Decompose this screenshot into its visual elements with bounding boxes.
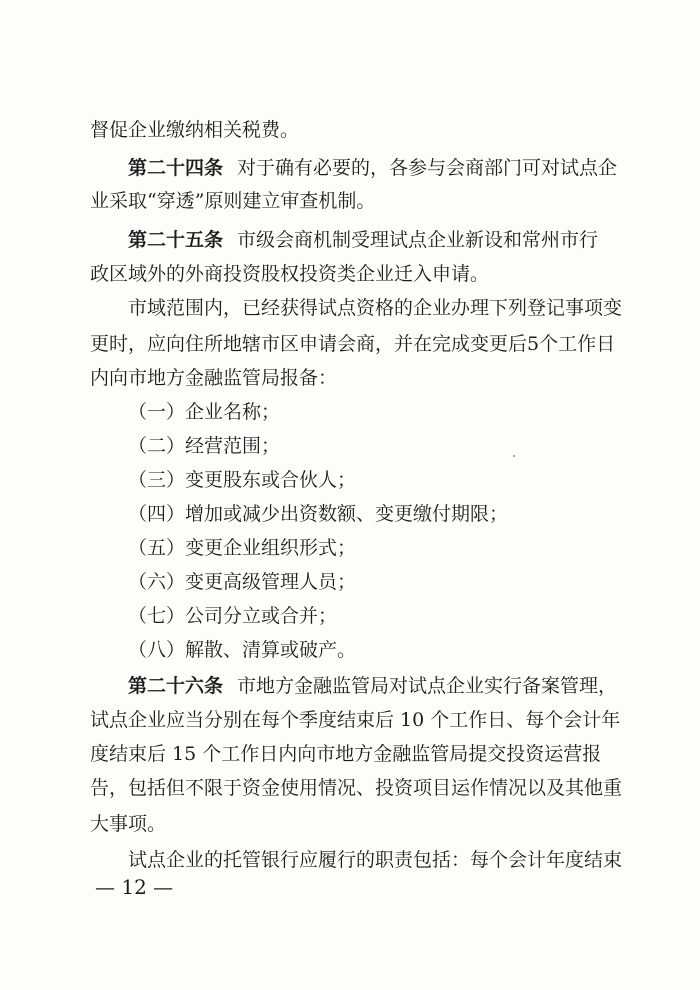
list-item: （五）变更企业组织形式； — [128, 537, 357, 559]
list-item: （二）经营范围； — [128, 435, 281, 457]
list-item: （一）企业名称； — [128, 401, 281, 423]
page-number: — 12 — — [95, 875, 174, 899]
text-line: 更时，应向住所地辖市区申请会商，并在完成变更后5个工作日 — [90, 333, 616, 355]
article-26 — [128, 672, 630, 700]
list-item: （四）增加或减少出资数额、变更缴付期限； — [128, 503, 509, 525]
article-text: 对于确有必要的，各参与会商部门可对试点企 — [237, 157, 618, 179]
list-item: （三）变更股东或合伙人； — [128, 469, 357, 491]
text-line: 度结束后 15 个工作日内向市地方金融监管局提交投资运营报 — [90, 743, 602, 765]
article-25 — [128, 226, 630, 254]
article-number: 第二十四条 — [128, 157, 224, 179]
text-line: 试点企业的托管银行应履行的职责包括：每个会计年度结束 — [128, 849, 623, 871]
text-line: 政区域外的外商投资股权投资类企业迁入申请。 — [90, 263, 490, 285]
text-line: 业采取“穿透”原则建立审查机制。 — [90, 190, 376, 212]
article-text: 市地方金融监管局对试点企业实行备案管理， — [237, 675, 618, 697]
article-24 — [128, 154, 630, 182]
list-item: （八）解散、清算或破产。 — [128, 639, 357, 661]
article-number: 第二十五条 — [128, 229, 224, 251]
text-line: 市域范围内，已经获得试点资格的企业办理下列登记事项变 — [128, 297, 623, 319]
article-number: 第二十六条 — [128, 675, 224, 697]
article-text: 市级会商机制受理试点企业新设和常州市行 — [237, 229, 599, 251]
text-line: 内向市地方金融监管局报备： — [90, 367, 338, 389]
text-line: 大事项。 — [90, 813, 167, 835]
list-item: （六）变更高级管理人员； — [128, 571, 357, 593]
text-line: 告，包括但不限于资金使用情况、投资项目运作情况以及其他重 — [90, 777, 623, 799]
text-line: 督促企业缴纳相关税费。 — [90, 119, 300, 141]
scan-speck — [513, 455, 515, 457]
list-item: （七）公司分立或合并； — [128, 605, 338, 627]
text-line: 试点企业应当分别在每个季度结束后 10 个工作日、每个会计年 — [90, 709, 621, 731]
